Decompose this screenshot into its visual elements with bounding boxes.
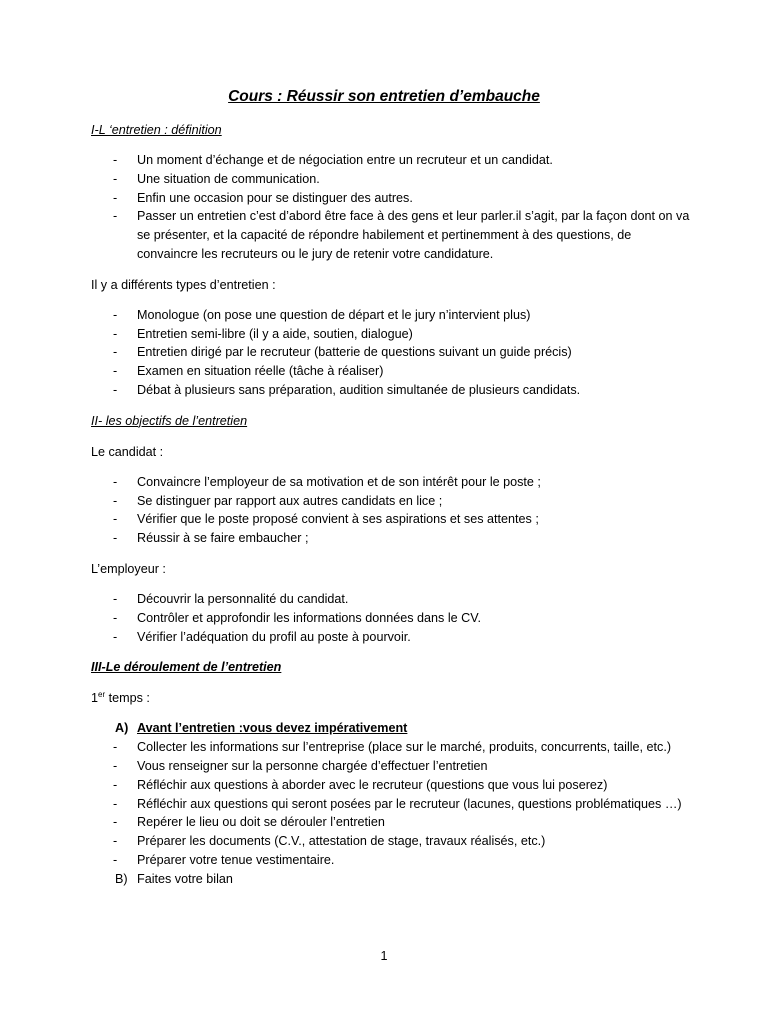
temps-rest: temps : — [105, 691, 150, 706]
list-item: - Un moment d’échange et de négociation entre un recruteur et un candidat. — [91, 151, 691, 170]
page-number: 1 — [380, 949, 388, 963]
list-item: - Entretien dirigé par le recruteur (batterie de questions suivant un guide précis) — [91, 343, 691, 362]
section-heading-definition: I-L ‘entretien : définition — [91, 123, 222, 137]
list-item: - Entretien semi-libre (il y a aide, soutien, dialogue) — [91, 325, 691, 344]
list-item: - Passer un entretien c’est d’abord être face à des gens et leur parler.il s’agit, par la façon dont on va se présenter, et la capacité de répondre habilement et pertinemment à des questions, de convaincre les recruteurs ou le jury de retenir votre candidature. — [91, 207, 691, 263]
temps-superscript: er — [98, 690, 106, 700]
list-item: - Vérifier que le poste proposé convient à ses aspirations et ses attentes ; — [91, 510, 691, 529]
temps-label — [91, 688, 691, 708]
types-intro: Il y a différents types d’entretien : — [91, 277, 276, 292]
section-heading-deroulement: III-Le déroulement de l’entretien — [91, 660, 282, 675]
document-body — [91, 120, 691, 889]
list-item: - Vous renseigner sur la personne chargée d’effectuer l’entretien — [91, 757, 691, 776]
list-item: - Préparer votre tenue vestimentaire. — [91, 851, 691, 870]
subsection-a-marker: A) — [115, 721, 129, 736]
avant-entretien-list — [91, 738, 691, 870]
list-item: - Débat à plusieurs sans préparation, audition simultanée de plusieurs candidats. — [91, 381, 691, 400]
list-item: - Découvrir la personnalité du candidat. — [91, 590, 691, 609]
list-item: - Convaincre l’employeur de sa motivation et de son intérêt pour le poste ; — [91, 473, 691, 492]
employeur-label: L’employeur : — [91, 561, 166, 576]
types-list — [91, 306, 691, 400]
list-item: - Monologue (on pose une question de départ et le jury n’intervient plus) — [91, 306, 691, 325]
employeur-list — [91, 590, 691, 646]
list-item: - Contrôler et approfondir les informations données dans le CV. — [91, 609, 691, 628]
definition-list — [91, 151, 691, 264]
temps-number: 1 — [91, 691, 99, 706]
list-item: - Examen en situation réelle (tâche à réaliser) — [91, 362, 691, 381]
list-item: - Une situation de communication. — [91, 170, 691, 189]
list-item: - Vérifier l’adéquation du profil au poste à pourvoir. — [91, 628, 691, 647]
subsection-a-heading — [91, 719, 691, 738]
candidat-label: Le candidat : — [91, 444, 164, 459]
page-title: Cours : Réussir son entretien d’embauche — [228, 88, 540, 105]
list-item: - Réfléchir aux questions qui seront posées par le recruteur (lacunes, questions problématiques …) — [91, 795, 691, 814]
subsection-b-marker: B) — [115, 871, 128, 886]
candidat-list — [91, 473, 691, 548]
subsection-b-heading — [91, 870, 691, 889]
list-item: - Se distinguer par rapport aux autres candidats en lice ; — [91, 492, 691, 511]
list-item: - Collecter les informations sur l’entreprise (place sur le marché, produits, concurrents, taille, etc.) — [91, 738, 691, 757]
list-item: - Enfin une occasion pour se distinguer des autres. — [91, 189, 691, 208]
list-item: - Réfléchir aux questions à aborder avec le recruteur (questions que vous lui poserez) — [91, 776, 691, 795]
list-item: - Préparer les documents (C.V., attestation de stage, travaux réalisés, etc.) — [91, 832, 691, 851]
list-item: - Repérer le lieu ou doit se dérouler l’entretien — [91, 813, 691, 832]
section-heading-objectifs: II- les objectifs de l’entretien — [91, 413, 248, 428]
list-item: - Réussir à se faire embaucher ; — [91, 529, 691, 548]
subsection-a-label: Avant l’entretien :vous devez impérativement — [137, 721, 408, 736]
subsection-b-label: Faites votre bilan — [137, 871, 233, 886]
